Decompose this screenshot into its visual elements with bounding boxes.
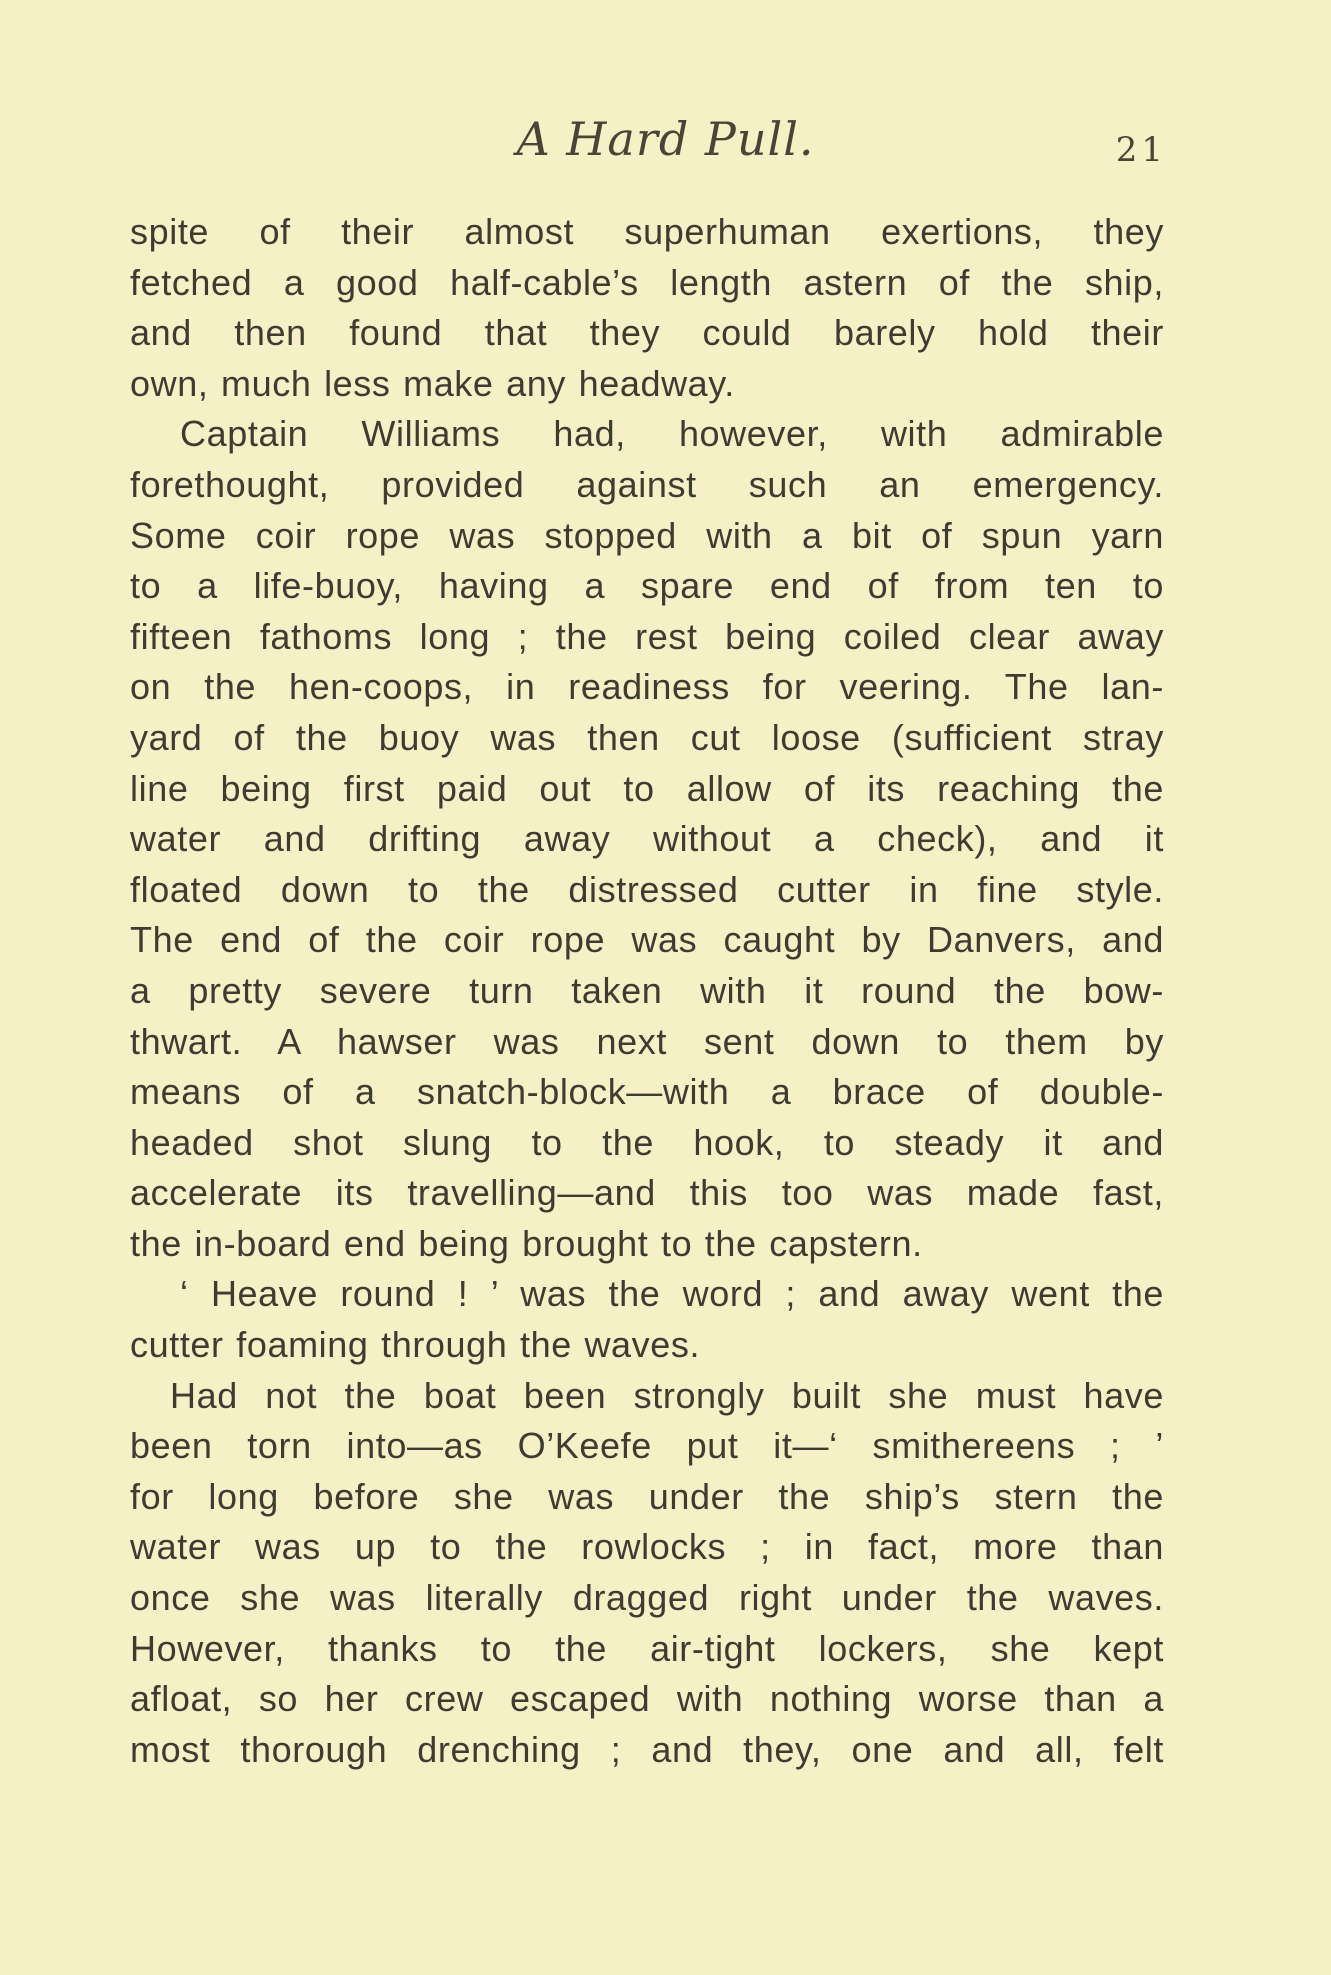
text-line: Some coir rope was stopped with a bit of spun yarn (130, 514, 1164, 556)
text-line: on the hen-coops, in readiness for veering. The lan- (130, 666, 1164, 708)
text-line: a pretty severe turn taken with it round the bow- (130, 969, 1164, 1011)
text-line: floated down to the distressed cutter in fine style. (130, 868, 1164, 910)
paragraph-first-line: ‘ Heave round ! ’ was the word ; and away went the (180, 1273, 1164, 1315)
text-line: to a life-buoy, having a spare end of from ten to (130, 565, 1164, 607)
text-line: water was up to the rowlocks ; in fact, more than (130, 1526, 1164, 1568)
text-line: yard of the buoy was then cut loose (sufficient stray (130, 716, 1164, 758)
text-line: been torn into—as O’Keefe put it—‘ smithereens ; ’ (130, 1425, 1164, 1467)
page-number: 21 (1115, 130, 1167, 170)
text-line: most thorough drenching ; and they, one and all, felt (130, 1728, 1164, 1770)
text-line: own, much less make any headway. (130, 362, 735, 404)
text-line: However, thanks to the air-tight lockers, she kept (130, 1627, 1164, 1669)
text-line: fifteen fathoms long ; the rest being coiled clear away (130, 615, 1164, 657)
text-line: means of a snatch-block—with a brace of double- (130, 1071, 1164, 1113)
text-line: accelerate its travelling—and this too was made fast, (130, 1172, 1164, 1214)
text-line: the in-board end being brought to the capstern. (130, 1222, 923, 1264)
text-line: afloat, so her crew escaped with nothing worse than a (130, 1678, 1164, 1720)
text-line: fetched a good half-cable’s length astern of the ship, (130, 261, 1164, 303)
text-line: spite of their almost superhuman exertions, they (130, 211, 1164, 252)
text-line: headed shot slung to the hook, to steady it and (130, 1121, 1164, 1163)
text-line: once she was literally dragged right under the waves. (130, 1577, 1164, 1619)
text-line: line being first paid out to allow of its reaching the (130, 767, 1164, 809)
text-line: for long before she was under the ship’s stern the (130, 1475, 1164, 1517)
text-line: thwart. A hawser was next sent down to them by (130, 1020, 1164, 1062)
body-text (130, 207, 1164, 1775)
text-line: and then found that they could barely hold their (130, 312, 1164, 354)
text-line: The end of the coir rope was caught by Danvers, and (130, 919, 1164, 961)
paragraph-first-line: Captain Williams had, however, with admirable (180, 413, 1164, 455)
paragraph-first-line: Had not the boat been strongly built she must have (170, 1374, 1164, 1416)
running-head (0, 112, 1331, 172)
text-line: cutter foaming through the waves. (130, 1324, 701, 1366)
text-line: water and drifting away without a check), and it (130, 818, 1164, 860)
text-line: forethought, provided against such an emergency. (130, 463, 1164, 505)
chapter-title: A Hard Pull. (516, 112, 815, 166)
